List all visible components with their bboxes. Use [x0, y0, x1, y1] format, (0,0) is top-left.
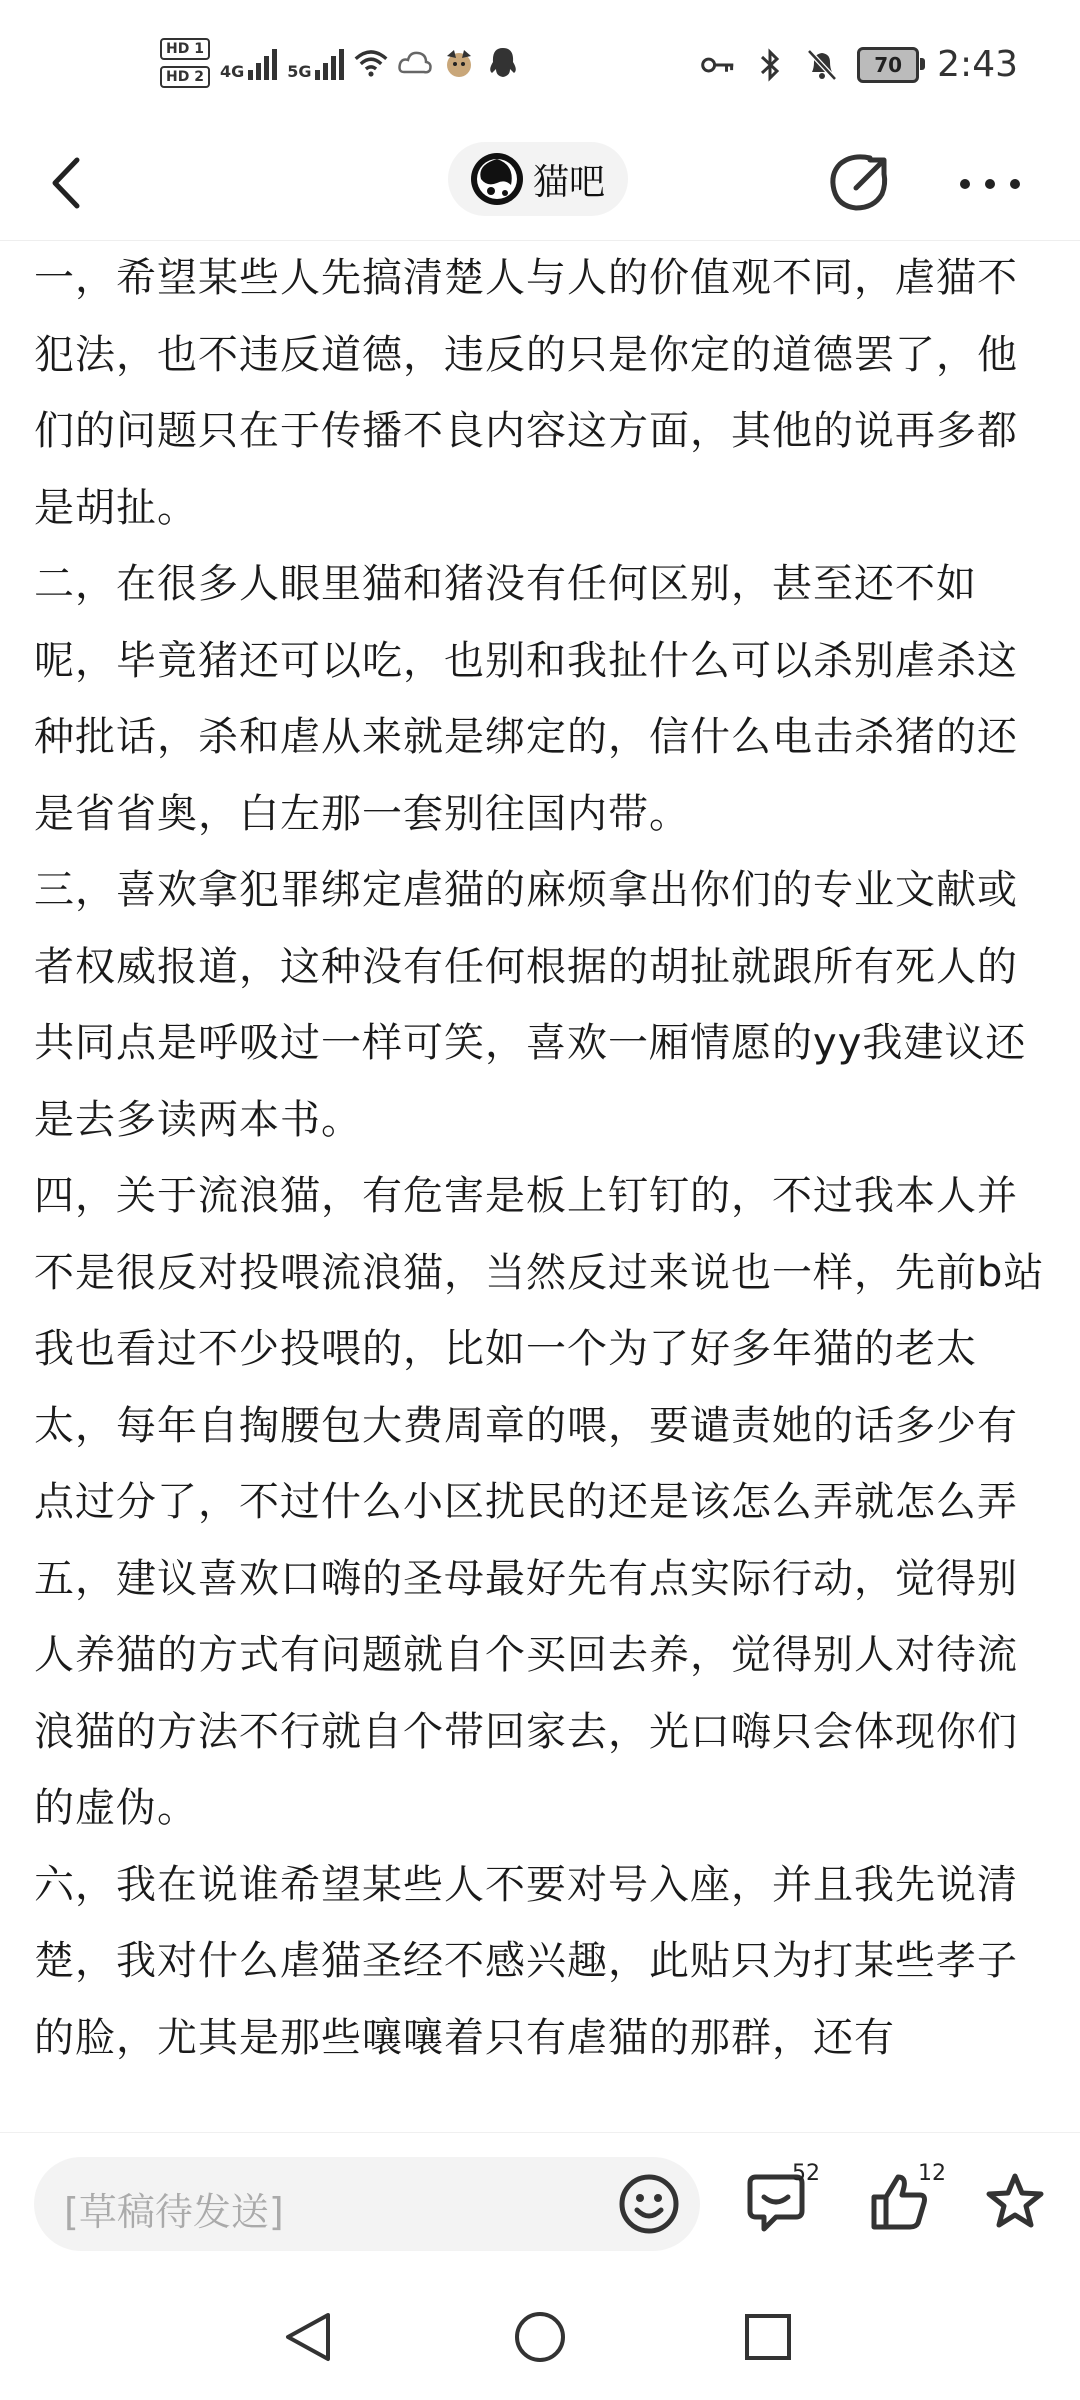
comment-count: 52: [792, 2161, 820, 2186]
qq-icon: [486, 46, 520, 80]
post-paragraph-2: 二，在很多人眼里猫和猪没有任何区别，甚至还不如呢，毕竟猪还可以吃，也别和我扯什么可以杀别虐杀这种批话，杀和虐从来就是绑定的，信什么电击杀猪的还是省省奥，白左那一套别往国内带。: [34, 561, 1018, 837]
battery-icon: [857, 47, 919, 83]
post-paragraph-1: 一，希望某些人先搞清楚人与人的价值观不同，虐猫不犯法，也不违反道德，违反的只是你定的道德罢了，他们的问题只在于传播不良内容这方面，其他的说再多都是胡扯。: [34, 255, 1018, 531]
back-button[interactable]: [36, 148, 96, 218]
battery-level: 70: [874, 52, 903, 77]
mute-icon: [805, 48, 839, 82]
signal-4g: 4G: [220, 46, 277, 80]
forum-button[interactable]: [448, 142, 628, 216]
nav-home-button[interactable]: [512, 2309, 568, 2365]
key-icon: [701, 48, 735, 82]
system-nav-bar: [0, 2277, 1080, 2400]
edit-share-icon: [826, 150, 892, 216]
app-icon: [442, 46, 476, 80]
clock: 2:43: [937, 44, 1018, 85]
bluetooth-icon: [753, 48, 787, 82]
circle-home-icon: [512, 2309, 568, 2365]
status-bar: [0, 0, 1080, 130]
hd1-badge: HD 1: [160, 38, 210, 60]
post-paragraph-6: 六，我在说谁希望某些人不要对号入座，并且我先说清楚，我对什么虐猫圣经不感兴趣，此贴只为打某些孝子的脸，尤其是那些嚷嚷着只有虐猫的那群，还有: [34, 1861, 1018, 2061]
square-recents-icon: [742, 2311, 794, 2363]
wifi-icon: [354, 46, 388, 80]
like-button[interactable]: [868, 2161, 946, 2239]
draft-placeholder: [草稿待发送]: [64, 2190, 284, 2234]
favorite-button[interactable]: [984, 2171, 1052, 2239]
forum-avatar: [471, 153, 523, 205]
share-button[interactable]: [826, 150, 892, 216]
more-button[interactable]: [960, 166, 1020, 202]
post-header: [0, 130, 1080, 241]
post-paragraph-3: 三，喜欢拿犯罪绑定虐猫的麻烦拿出你们的专业文献或者权威报道，这种没有任何根据的胡扯就跟所有死人的共同点是呼吸过一样可笑，喜欢一厢情愿的yy我建议还是去多读两本书。: [34, 867, 1027, 1143]
like-count: 12: [918, 2161, 946, 2186]
post-content: [34, 240, 1054, 2130]
hd2-badge: HD 2: [160, 66, 210, 88]
nav-back-button[interactable]: [282, 2309, 334, 2365]
forum-name: 猫吧: [532, 161, 605, 203]
more-icon: [960, 179, 970, 189]
emoji-button[interactable]: [618, 2173, 680, 2235]
reply-input[interactable]: [34, 2157, 700, 2251]
comment-button[interactable]: [746, 2161, 820, 2239]
post-paragraph-5: 五，建议喜欢口嗨的圣母最好先有点实际行动，觉得别人养猫的方式有问题就自个买回去养，觉得别人对待流浪猫的方法不行就自个带回家去，光口嗨只会体现你们的虚伪。: [34, 1555, 1018, 1831]
emoji-icon: [618, 2173, 680, 2235]
nav-recents-button[interactable]: [742, 2311, 794, 2363]
chevron-left-icon: [51, 157, 81, 209]
post-paragraph-4: 四，关于流浪猫，有危害是板上钉钉的，不过我本人并不是很反对投喂流浪猫，当然反过来说也一样，先前b站我也看过不少投喂的，比如一个为了好多年猫的老太太，每年自掏腰包大费周章的喂，要谴责她的话多少有点过分了，不过什么小区扰民的还是该怎么弄就怎么弄: [34, 1173, 1045, 1525]
signal-5g: 5G: [287, 46, 344, 80]
triangle-back-icon: [282, 2309, 334, 2365]
cloud-icon: [398, 46, 432, 80]
star-icon: [984, 2171, 1046, 2233]
bottom-action-bar: [0, 2132, 1080, 2278]
